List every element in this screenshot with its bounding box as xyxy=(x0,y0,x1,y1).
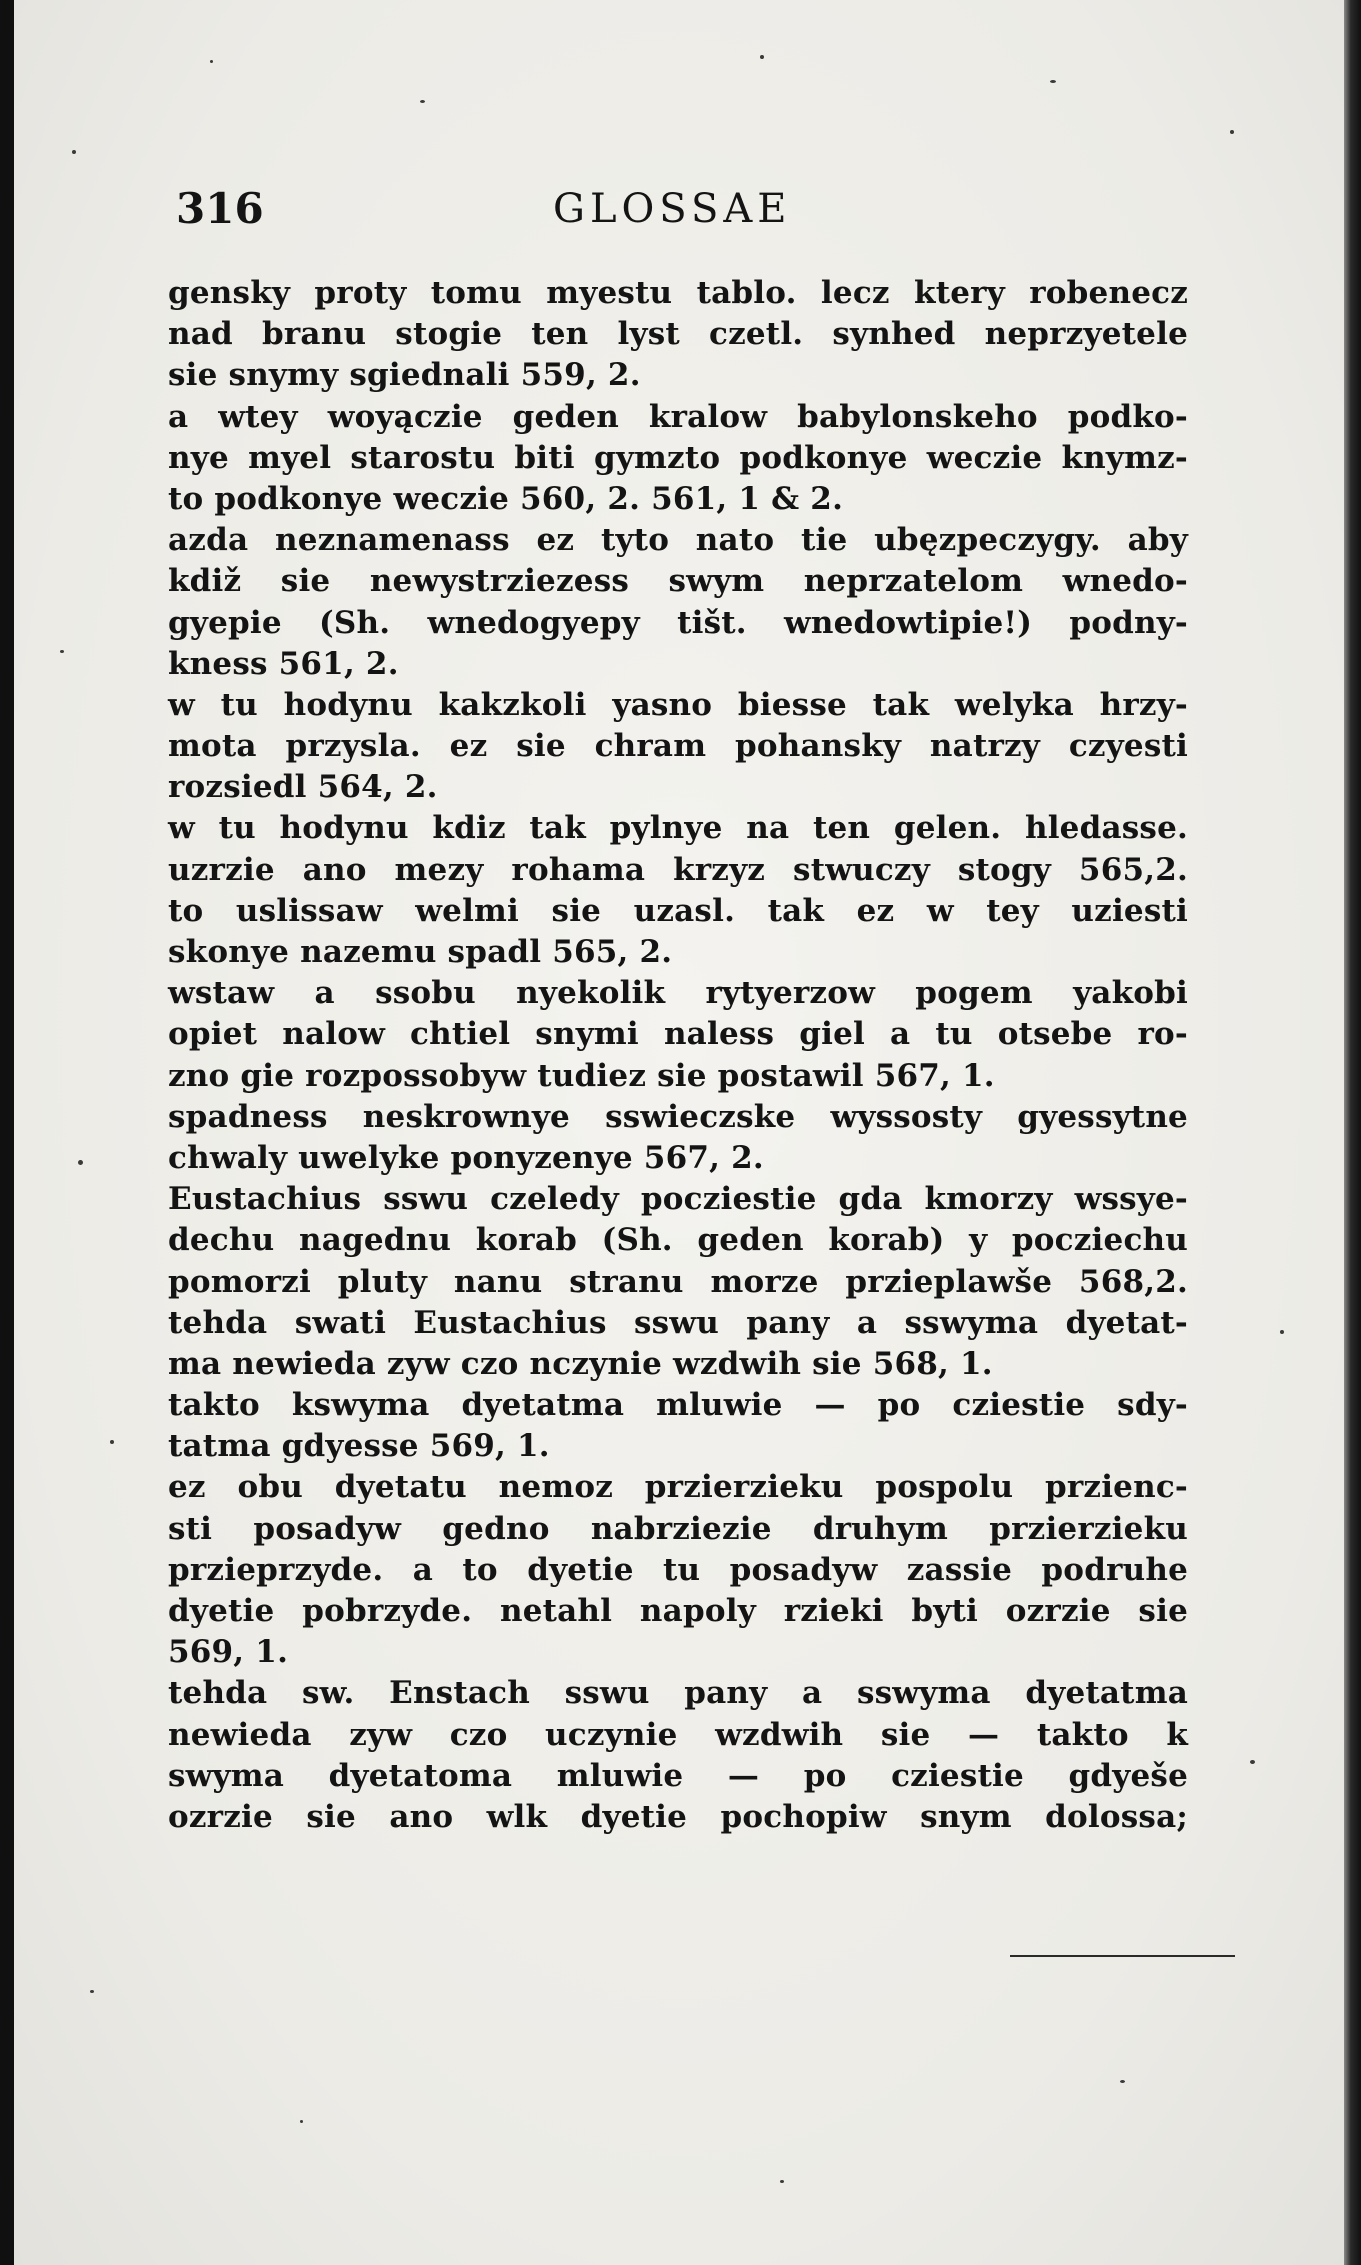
text-line: spadness neskrownye sswieczske wyssosty gyessytne xyxy=(168,1098,1188,1135)
text-line: 569, 1. xyxy=(168,1634,289,1671)
scan-border-right xyxy=(1344,0,1361,2265)
text-line: dechu nagednu korab (Sh. geden korab) y pocziechu xyxy=(168,1222,1188,1259)
text-line: dyetie pobrzyde. netahl napoly rzieki byti ozrzie sie xyxy=(168,1593,1188,1629)
print-speck xyxy=(210,60,213,63)
print-speck xyxy=(300,2120,303,2123)
running-title: GLOSSAE xyxy=(553,186,792,232)
text-line: a wtey woyączie geden kralow babylonskeho podko- xyxy=(168,398,1188,435)
print-speck xyxy=(60,650,64,653)
print-speck xyxy=(72,150,76,154)
print-speck xyxy=(1230,130,1234,134)
text-line: mota przysla. ez sie chram pohansky natrzy czyesti xyxy=(168,728,1188,765)
text-line: uzrzie ano mezy rohama krzyz stwuczy stogy 565,2. xyxy=(168,851,1188,888)
text-line: gensky proty tomu myestu tablo. lecz ktery robenecz xyxy=(168,275,1188,311)
text-line: nye myel starostu biti gymzto podkonye weczie knymz- xyxy=(168,439,1188,476)
text-line: tehda sw. Enstach sswu pany a sswyma dyetatma xyxy=(168,1675,1188,1712)
print-speck xyxy=(78,1160,83,1165)
text-line: ma newieda zyw czo nczynie wzdwih sie 568, 1. xyxy=(168,1345,993,1382)
text-line: opiet nalow chtiel snymi naless giel a tu otsebe ro- xyxy=(168,1016,1188,1053)
text-line: przieprzyde. a to dyetie tu posadyw zassie podruhe xyxy=(168,1551,1188,1588)
text-line: newieda zyw czo uczynie wzdwih sie — takto k xyxy=(168,1716,1188,1753)
print-speck xyxy=(1280,1330,1284,1334)
print-speck xyxy=(110,1440,114,1444)
text-line: to podkonye weczie 560, 2. 561, 1 & 2. xyxy=(168,480,844,517)
text-line: w tu hodynu kdiz tak pylnye na ten gelen. hledasse. xyxy=(168,810,1188,847)
print-speck xyxy=(90,1990,94,1993)
text-line: to uslissaw welmi sie uzasl. tak ez w tey uziesti xyxy=(168,892,1188,929)
text-line: ez obu dyetatu nemoz przierzieku pospolu przienc- xyxy=(168,1469,1188,1506)
underline-rule xyxy=(1010,1955,1235,1957)
text-line: gyepie (Sh. wnedogyepy tišt. wnedowtipie!) podny- xyxy=(168,604,1188,641)
text-line: wstaw a ssobu nyekolik rytyerzow pogem yakobi xyxy=(168,975,1188,1012)
text-line: swyma dyetatoma mluwie — po cziestie gdyeše xyxy=(168,1757,1188,1794)
print-speck xyxy=(1050,80,1056,83)
print-speck xyxy=(1250,1760,1255,1764)
text-line: w tu hodynu kakzkoli yasno biesse tak welyka hrzy- xyxy=(168,686,1188,723)
text-line: kdiž sie newystrziezess swym neprzatelom wnedo- xyxy=(168,563,1188,600)
text-line: zno gie rozpossobyw tudiez sie postawil 567, 1. xyxy=(168,1057,995,1094)
text-line: azda neznamenass ez tyto nato tie ubęzpeczygy. aby xyxy=(168,522,1188,559)
text-line: Eustachius sswu czeledy pocziestie gda kmorzy wssye- xyxy=(168,1181,1188,1218)
text-line: chwaly uwelyke ponyzenye 567, 2. xyxy=(168,1139,764,1176)
text-line: kness 561, 2. xyxy=(168,645,399,682)
glossary-text-block xyxy=(168,273,1188,1838)
print-speck xyxy=(1120,2080,1125,2083)
print-speck xyxy=(420,100,425,103)
running-head xyxy=(168,176,1188,236)
page-number: 316 xyxy=(176,184,264,233)
text-line: takto kswyma dyetatma mluwie — po cziestie sdy- xyxy=(168,1387,1188,1424)
text-line: skonye nazemu spadl 565, 2. xyxy=(168,934,673,970)
print-speck xyxy=(780,2180,784,2183)
text-line: pomorzi pluty nanu stranu morze przieplawše 568,2. xyxy=(168,1263,1188,1300)
text-line: tatma gdyesse 569, 1. xyxy=(168,1428,550,1465)
text-line: ozrzie sie ano wlk dyetie pochopiw snym dolossa; xyxy=(168,1798,1188,1835)
text-line: rozsiedl 564, 2. xyxy=(168,769,438,806)
print-speck xyxy=(760,55,764,59)
scan-border-left xyxy=(0,0,14,2265)
book-page xyxy=(168,176,1188,1835)
text-line: nad branu stogie ten lyst czetl. synhed neprzyetele xyxy=(168,316,1188,353)
text-line: sti posadyw gedno nabrziezie druhym przierzieku xyxy=(168,1510,1188,1547)
text-line: tehda swati Eustachius sswu pany a sswyma dyetat- xyxy=(168,1304,1188,1341)
text-line: sie snymy sgiednali 559, 2. xyxy=(168,357,641,394)
